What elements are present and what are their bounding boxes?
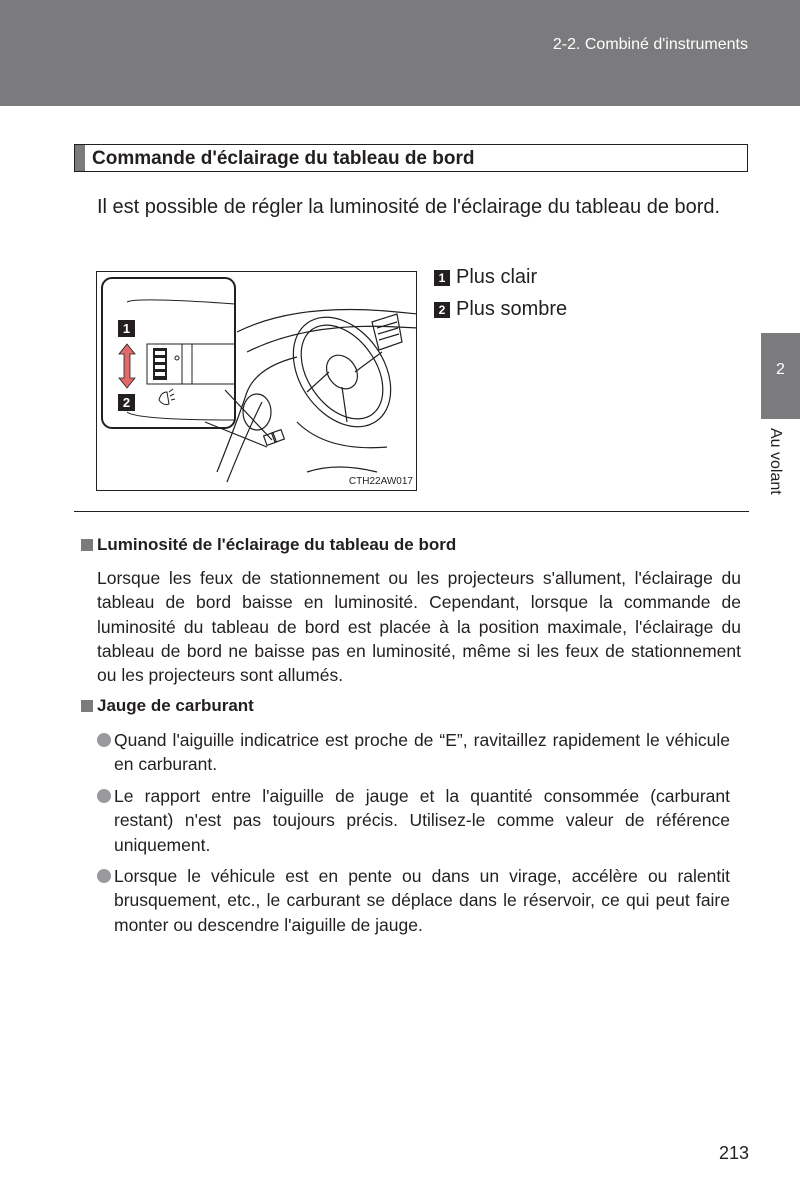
luminosite-paragraph: Lorsque les feux de stationnement ou les projecteurs s'allument, l'éclairage du tableau de bord baisse en luminosité. Cependant, lorsque la commande de luminosité du tableau de bord est placée à la position maximale, l'éclairage du tableau de bord ne baisse pas en luminosité, même si les feux de stationnement ou les projecteurs sont allumés. (97, 568, 741, 686)
chapter-tab-label: Au volant (767, 428, 784, 495)
subsection-title: Jauge de carburant (97, 696, 254, 715)
legend-label: Plus clair (456, 266, 538, 288)
bullet-dot-icon (97, 869, 111, 883)
list-item-text: Le rapport entre l'aiguille de jauge et la quantité consommée (carburant restant) n'est pas toujours précis. Utilisez-le comme valeur de référence uniquement. (114, 786, 730, 855)
list-item (97, 784, 730, 857)
legend-number: 1 (434, 270, 450, 286)
dashboard-drawing (97, 272, 417, 491)
header-band (0, 0, 800, 106)
chapter-tab (761, 333, 800, 419)
legend-number: 2 (434, 302, 450, 318)
callout-1-label: 1 (122, 321, 131, 336)
section-heading (74, 144, 748, 172)
legend-label: Plus sombre (456, 298, 568, 320)
intro-paragraph: Il est possible de régler la luminosité de l'éclairage du tableau de bord. (97, 196, 721, 218)
subsection-heading-jauge (81, 696, 254, 716)
callout-2 (118, 394, 135, 411)
page-number: 213 (718, 1143, 749, 1163)
dashboard-illustration (96, 271, 417, 491)
section-heading-bar (75, 145, 85, 171)
bullet-dot-icon (97, 789, 111, 803)
callout-1 (118, 320, 135, 337)
section-title: Commande d'éclairage du tableau de bord (92, 148, 475, 169)
chapter-tab-number: 2 (776, 361, 785, 378)
subsection-heading-luminosite (81, 535, 456, 555)
legend-item-darker (434, 298, 567, 321)
bullet-dot-icon (97, 733, 111, 747)
list-item-text: Lorsque le véhicule est en pente ou dans un virage, accélère ou ralentit brusquement, etc., le carburant se déplace dans le réservoir, ce qui peut faire monter ou descendre l'aiguille de jauge. (114, 866, 730, 935)
chapter-title: 2-2. Combiné d'instruments (552, 36, 748, 53)
divider (74, 511, 749, 512)
subsection-title: Luminosité de l'éclairage du tableau de bord (97, 535, 457, 554)
figure-code: CTH22AW017 (348, 476, 413, 487)
callout-2-label: 2 (122, 395, 131, 410)
list-item-text: Quand l'aiguille indicatrice est proche de “E”, ravitaillez rapidement le véhicule en carburant. (114, 730, 730, 775)
legend-item-brighter (434, 266, 537, 289)
square-bullet-icon (81, 700, 93, 712)
list-item (97, 864, 730, 937)
list-item (97, 728, 730, 777)
square-bullet-icon (81, 539, 93, 551)
